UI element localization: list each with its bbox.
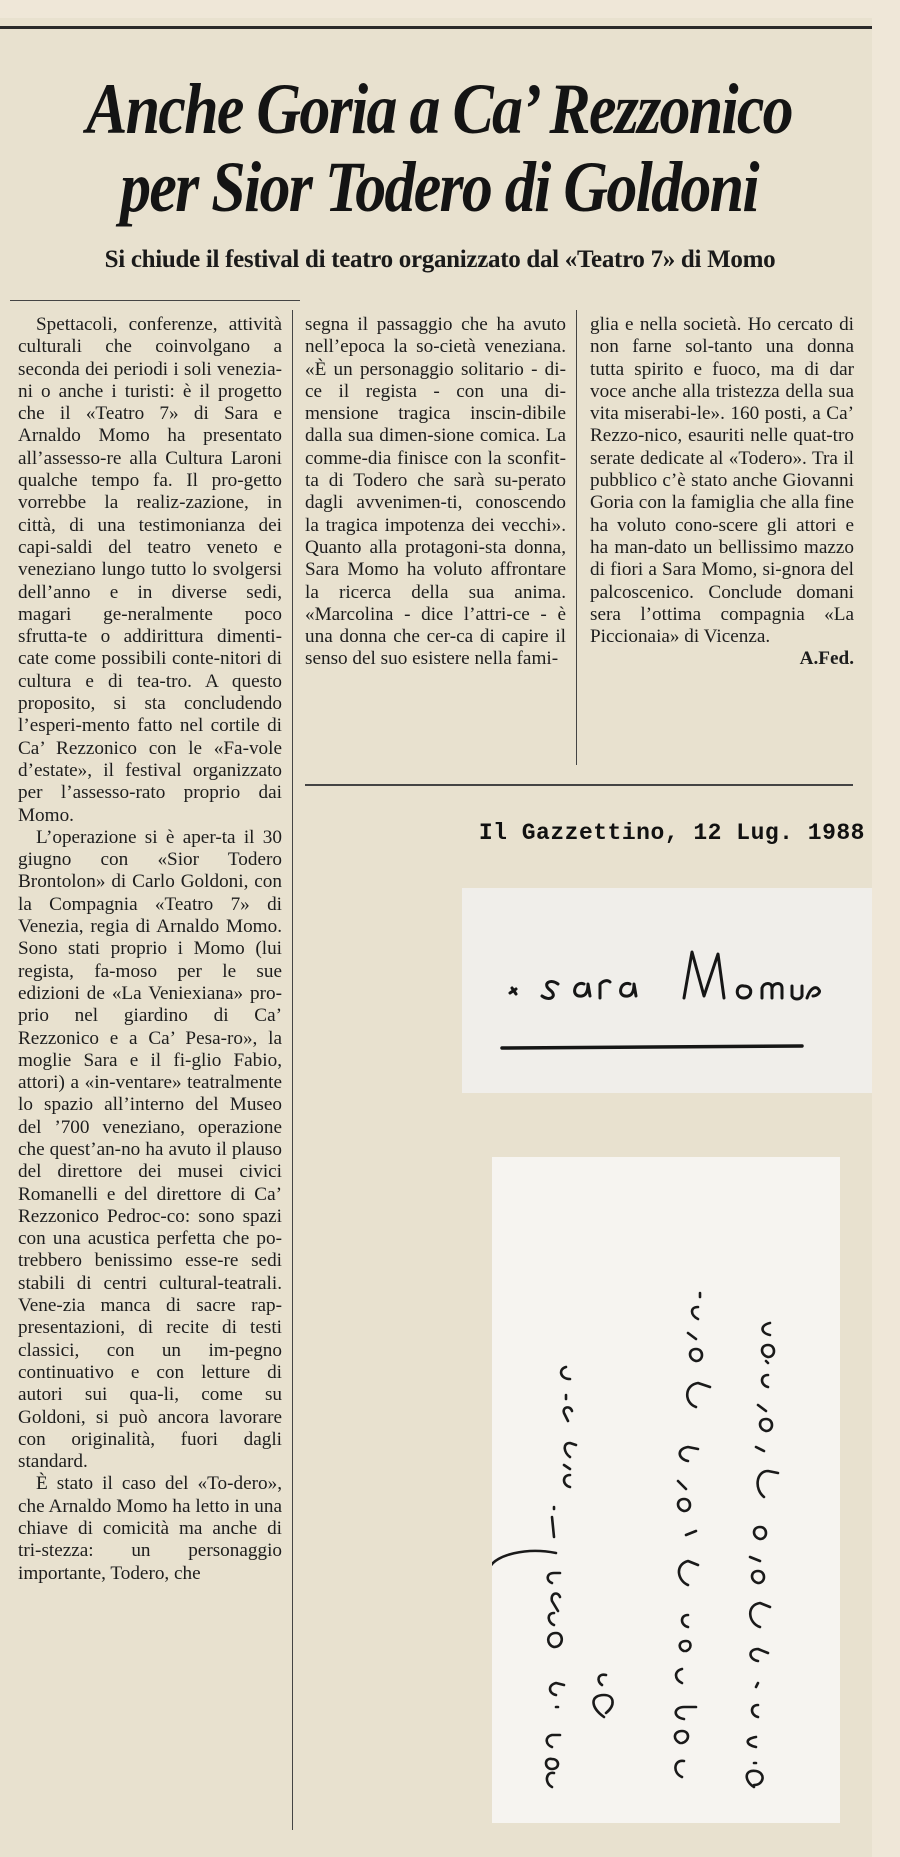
author-signature: A.Fed.	[799, 648, 854, 670]
headline-line-2: per Sior Todero di Goldoni	[120, 147, 758, 227]
article-column-1	[18, 314, 282, 1830]
paragraph: È stato il caso del «To-dero», che Arnaldo Momo ha letto in una chiave di comicità ma anche di tri-stezza: un personaggio importante, Todero, che	[18, 1473, 282, 1584]
article-column-2	[305, 314, 566, 764]
handwriting-dedication	[492, 1157, 840, 1823]
paragraph: Spettacoli, conferenze, attività culturali che coinvolgano a seconda dei periodi i soli venezia-ni o anche i turisti: è il progetto che il «Teatro 7» di Sara e Arnaldo Momo ha presentato all’assesso-re alla Cultura Laroni qualche tempo fa. Il pro-getto vorrebbe la realiz-zazione, in città, di una testimonianza dei capi-saldi del teatro veneto e veneziano lungo tutto lo svolgersi dell’anno e in diverse sedi, magari ge-neralmente poco sfrutta-te o addirittura dimenti-cate come possibili conte-nitori di cultura e di tea-tro. A questo proposito, si sta concludendo l’esperi-mento fatto nel cortile di Ca’ Rezzonico con le «Fa-vole d’estate», il festival organizzato per l’assesso-rato proprio dai Momo.	[18, 314, 282, 826]
column-rule	[10, 300, 300, 301]
top-rule	[0, 26, 872, 29]
column-divider	[292, 310, 293, 1830]
headline-line-1: Anche Goria a Ca’ Rezzonico	[86, 69, 792, 149]
column-divider	[576, 310, 577, 765]
handwritten-card-1	[462, 888, 872, 1093]
subheadline: Si chiude il festival di teatro organizzato dal «Teatro 7» di Momo	[104, 246, 776, 273]
paragraph: L’operazione si è aper-ta il 30 giugno con «Sior Todero Brontolon» di Carlo Goldoni, con la Compagnia «Teatro 7» di Venezia, regia di Arnaldo Momo. Sono stati proprio i Momo (lui regista, fa-moso per le sue edizioni de «La Veniexiana» pro-prio nel giardino di Ca’ Rezzonico e a Ca’ Pesa-ro», la moglie Sara e il fi-glio Fabio, attori) a «in-ventare» teatralmente lo spazio all’interno del Museo del ’700 veneziano, operazione che quest’an-no ha avuto il plauso del direttore dei musei civici Romanelli e del direttore di Ca’ Rezzonico Pedroc-co: sono spazi con una acustica perfetta che po-trebbero benissimo esse-re sedi stabili di centri cultural-teatrali. Vene-zia manca di sacre rap-presentazioni, di recite di testi classici, con un im-pegno continuativo e con letture di autori sui qua-li, come su Goldoni, si può ancora lavorare con originalità, fuori dagli standard.	[18, 826, 282, 1473]
source-caption: Il Gazzettino, 12 Lug. 1988	[478, 820, 865, 846]
column-rule	[305, 784, 853, 786]
article-column-3	[590, 314, 854, 764]
handwriting-sara-momo	[462, 888, 872, 1093]
paragraph: segna il passaggio che ha avuto nell’epoca la so-cietà veneziana. «È un personaggio solitario - di-ce il regista - con una di-mensione tragica inscin-dibile dalla sua dimen-sione comica. La comme-dia finisce con la sconfit-ta di Todero che sarà su-perato dagli avvenimen-ti, conoscendo la tragica impotenza dei vecchi». Quanto alla protagoni-sta donna, Sara Momo ha voluto affrontare la ricerca della sua anima. «Marcolina - dice l’attri-ce - è una donna che cer-ca di capire il senso del suo esistere nella fami-	[305, 314, 566, 670]
handwritten-card-2	[492, 1157, 840, 1823]
paragraph: glia e nella società. Ho cercato di non farne sol-tanto una donna tutta spirito e fuoco, ma di dar voce anche alla tristezza della sua vita miserabi-le». 160 posti, a Ca’ Rezzo-nico, esauriti nelle quat-tro serate dedicate al «Todero». Tra il pubblico c’è stato anche Giovanni Goria con la famiglia che alla fine ha voluto cono-scere gli attori e ha man-dato un bellissimo mazzo di fiori a Sara Momo, si-gnora del palcoscenico. Conclude domani sera l’ottima compagnia «La Piccionaia» di Vicenza.	[590, 314, 854, 648]
